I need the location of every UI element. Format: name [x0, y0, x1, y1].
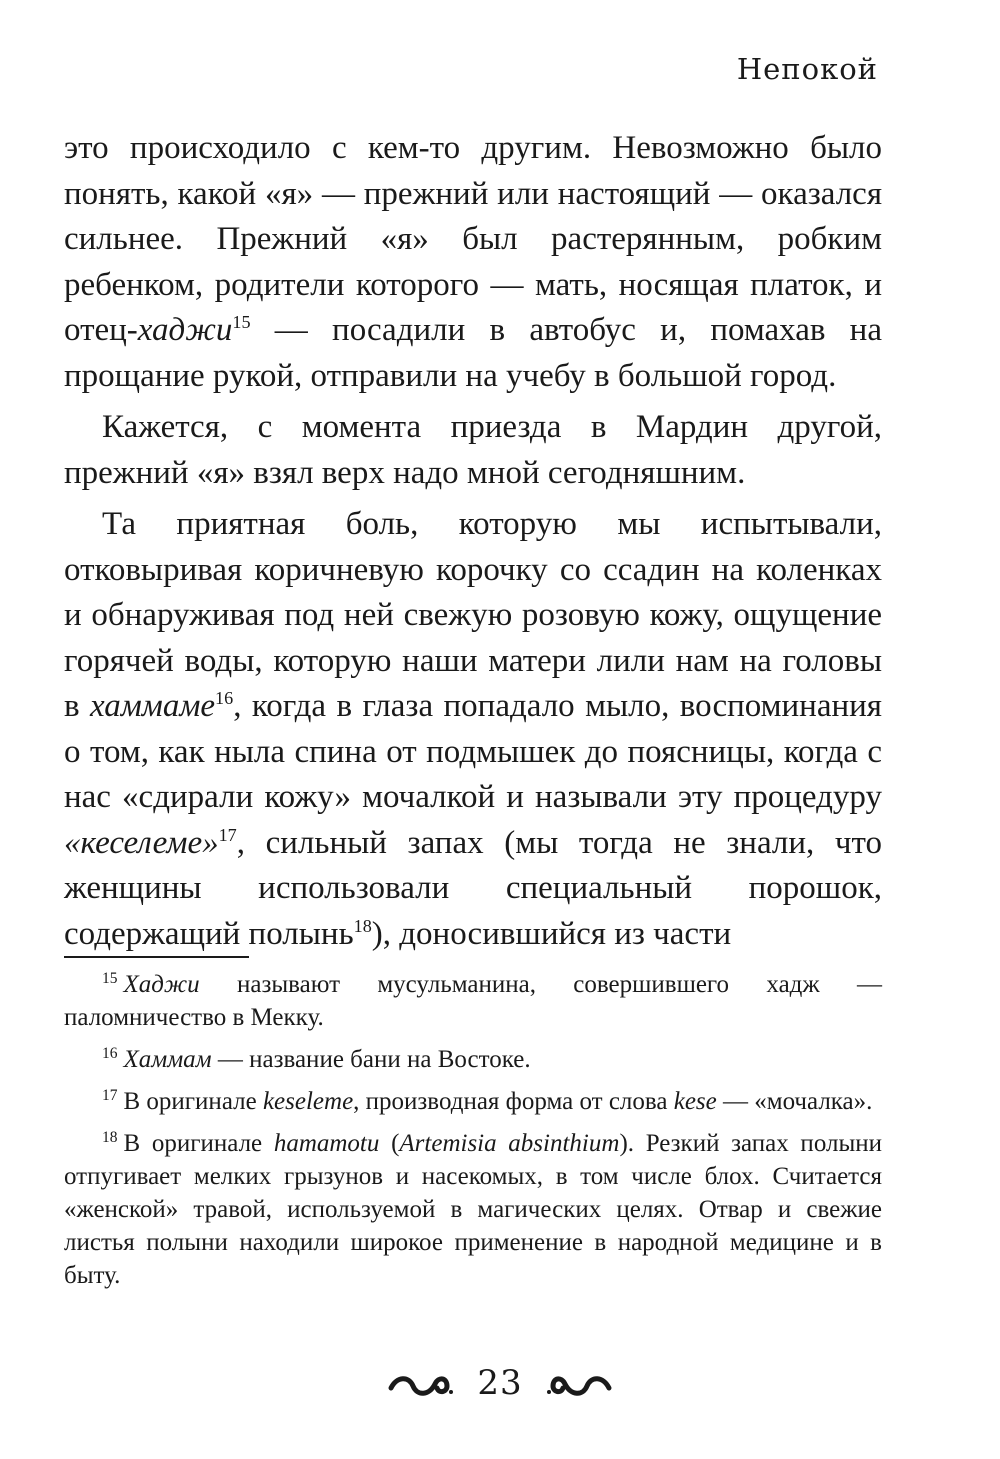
- footnote-15: $^{15}$ Хаджи называют мусульманина, совершившего хадж — паломничество в Мекку.: [64, 969, 882, 1031]
- footnote-16: $^{16}$ Хаммам — название бани на Востоке.: [102, 1044, 531, 1073]
- paragraph-3: Та приятная боль, которую мы испытывали, отковыривая коричневую корочку со ссадин на коленках и обнаруживая под ней свежую розовую кожу, ощущение горячей воды, которую наши матери лили нам на головы в хаммаме$^{16}$, когда в глаза попадало мыло, воспоминания о том, как ныла спина от подмышек до поясницы, когда с нас «сдирали кожу» мочалкой и называли эту процедуру «кеселеме»$^{17}$, сильный запах (мы тогда не знали, что женщины использовали специальный порошок, содержащий полынь$^{18}$), доносившийся из части: [64, 506, 882, 952]
- footnote-17: $^{17}$ В оригинале keseleme, производная форма от слова kese — «мочалка».: [102, 1086, 873, 1115]
- left-ornament-icon: [387, 1370, 453, 1400]
- right-ornament-icon: [547, 1370, 613, 1400]
- page-number: 23: [477, 1363, 523, 1403]
- footnote-divider: [64, 956, 249, 958]
- page-footer: [0, 1363, 1000, 1403]
- running-title: Непокой: [736, 52, 878, 86]
- footnote-ref-18[interactable]: 18: [353, 915, 372, 936]
- paragraph-2: Кажется, с момента приезда в Мардин другой, прежний «я» взял верх надо мной сегодняшним.: [64, 409, 882, 491]
- paragraph-1: это происходило с кем-то другим. Невозможно было понять, какой «я» — прежний или настоящий — оказался сильнее. Прежний «я» был растерянным, робким ребенком, родители которого — мать, носящая платок, и отец-хаджи$^{15}$ — посадили в автобус и, помахав на прощание рукой, отправили на учебу в большой город.: [64, 130, 882, 394]
- footnotes: [64, 968, 882, 1301]
- body-text: [64, 126, 882, 963]
- footnote-ref-17[interactable]: 17: [218, 824, 237, 845]
- footnote-ref-15[interactable]: 15: [232, 312, 251, 332]
- footnote-ref-16[interactable]: 16: [215, 688, 234, 708]
- footnote-18: $^{18}$ В оригинале hamamotu (Artemisia absinthium). Резкий запах полыни отпугивает мелких грызунов и насекомых, в том числе блох. Считается «женской» травой, используемой в магических целях. Отвар и свежие листья полыни находили широкое применение в народной медицине и в быту.: [64, 1128, 883, 1289]
